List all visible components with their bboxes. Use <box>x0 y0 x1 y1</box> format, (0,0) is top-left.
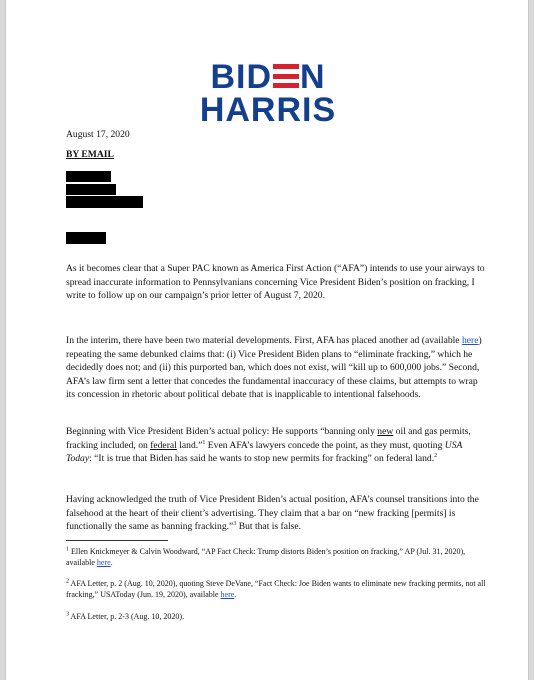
ad-link[interactable]: here <box>461 335 479 346</box>
logo-stripes-e-icon <box>273 63 299 89</box>
redacted-block <box>66 171 111 182</box>
footnote-ref: 2 <box>434 452 438 459</box>
campaign-logo-bottom: HARRIS <box>199 91 337 129</box>
footnote-3 <box>66 611 486 622</box>
redacted-block <box>66 232 106 244</box>
footnote-2 <box>66 578 486 600</box>
underlined-word: new <box>377 426 394 437</box>
footnote-text: Ellen Knickmeyer & Calvin Woodward, “AP Fact Check: Trump distorts Biden’s position on fracking,” AP (Jul. 31, 2020), available <box>66 547 466 567</box>
footnote-text: . <box>234 590 237 599</box>
footnote-number: 3 <box>66 611 69 618</box>
footnote-text: AFA Letter, p. 2 (Aug. 10, 2020), quoting Steve DeVane, “Fact Check: Joe Biden wants to eliminate new fracking permits, not all fracking,” USAToday (Jun. 19, 2020), available <box>66 579 486 599</box>
footnote-number: 2 <box>66 578 69 585</box>
letter-date: August 17, 2020 <box>66 129 130 140</box>
footnote-text: . <box>110 558 113 567</box>
paragraph-text: ) repeating the same debunked claims that: (i) Vice President Biden plans to “eliminate fracking,” which he decidedly does not; and (ii) this purported ban, which does not exist, will “kill up to 600,000 jobs.” Second, AFA’s law firm sent a letter that concedes the fundamental inaccuracy of these claims, but attempts to wrap its concession in rhetoric about political debate that is inapplicable to intentional falsehoods. <box>66 335 482 400</box>
delivery-method: BY EMAIL <box>66 149 114 160</box>
paragraph-policy <box>66 425 486 466</box>
footnote-number: 1 <box>66 546 69 553</box>
paragraph-text: : “It is true that Biden has said he wants to stop new permits for fracking” on federal land. <box>89 453 435 464</box>
paragraph-text: oil and gas permits, fracking included, on <box>66 426 471 451</box>
paragraph-text: Even AFA’s lawyers concede the point, as they must, quoting <box>205 439 445 451</box>
footnote-text: AFA Letter, p. 2-3 (Aug. 10, 2020). <box>69 612 185 621</box>
letter-page <box>5 0 529 680</box>
paragraph-falsehood <box>66 493 486 534</box>
paragraph-developments <box>66 334 486 402</box>
paragraph-intro: As it becomes clear that a Super PAC known as America First Action (“AFA”) intends to use your airways to spread inaccurate information to Pennsylvanians concerning Vice President Biden’s position on fracking, I write to follow up on our campaign’s prior letter of August 7, 2020. <box>66 263 485 301</box>
campaign-logo-top <box>6 60 530 94</box>
redacted-block <box>66 196 143 208</box>
logo-text-bid: BID <box>210 58 272 96</box>
paragraph-text: Beginning with Vice President Biden’s actual policy: He supports “banning only <box>66 426 378 437</box>
footnote-ref: 3 <box>233 520 237 527</box>
paragraph-text: In the interim, there have been two material developments. First, AFA has placed another ad (available <box>66 335 462 346</box>
italic-publication: USA Today <box>66 439 463 464</box>
paragraph-text: But that is false. <box>236 521 302 532</box>
footnote-1-link[interactable]: here <box>96 558 111 567</box>
footnote-1 <box>66 546 486 568</box>
footnote-ref: 1 <box>202 439 206 446</box>
logo-text-n: N <box>300 58 326 96</box>
footnote-2-link[interactable]: here <box>220 590 235 599</box>
underlined-word: federal <box>150 439 177 451</box>
paragraph-text: Having acknowledged the truth of Vice President Biden’s actual position, AFA’s counsel transitions into the falsehood at the heart of their client’s advertising. They claim that a bar on “new fracking [permits] is functionally the same as banning fracking.” <box>66 494 479 532</box>
redacted-block <box>66 184 116 195</box>
paragraph-text: land.” <box>176 439 203 451</box>
footnote-divider <box>66 540 168 541</box>
